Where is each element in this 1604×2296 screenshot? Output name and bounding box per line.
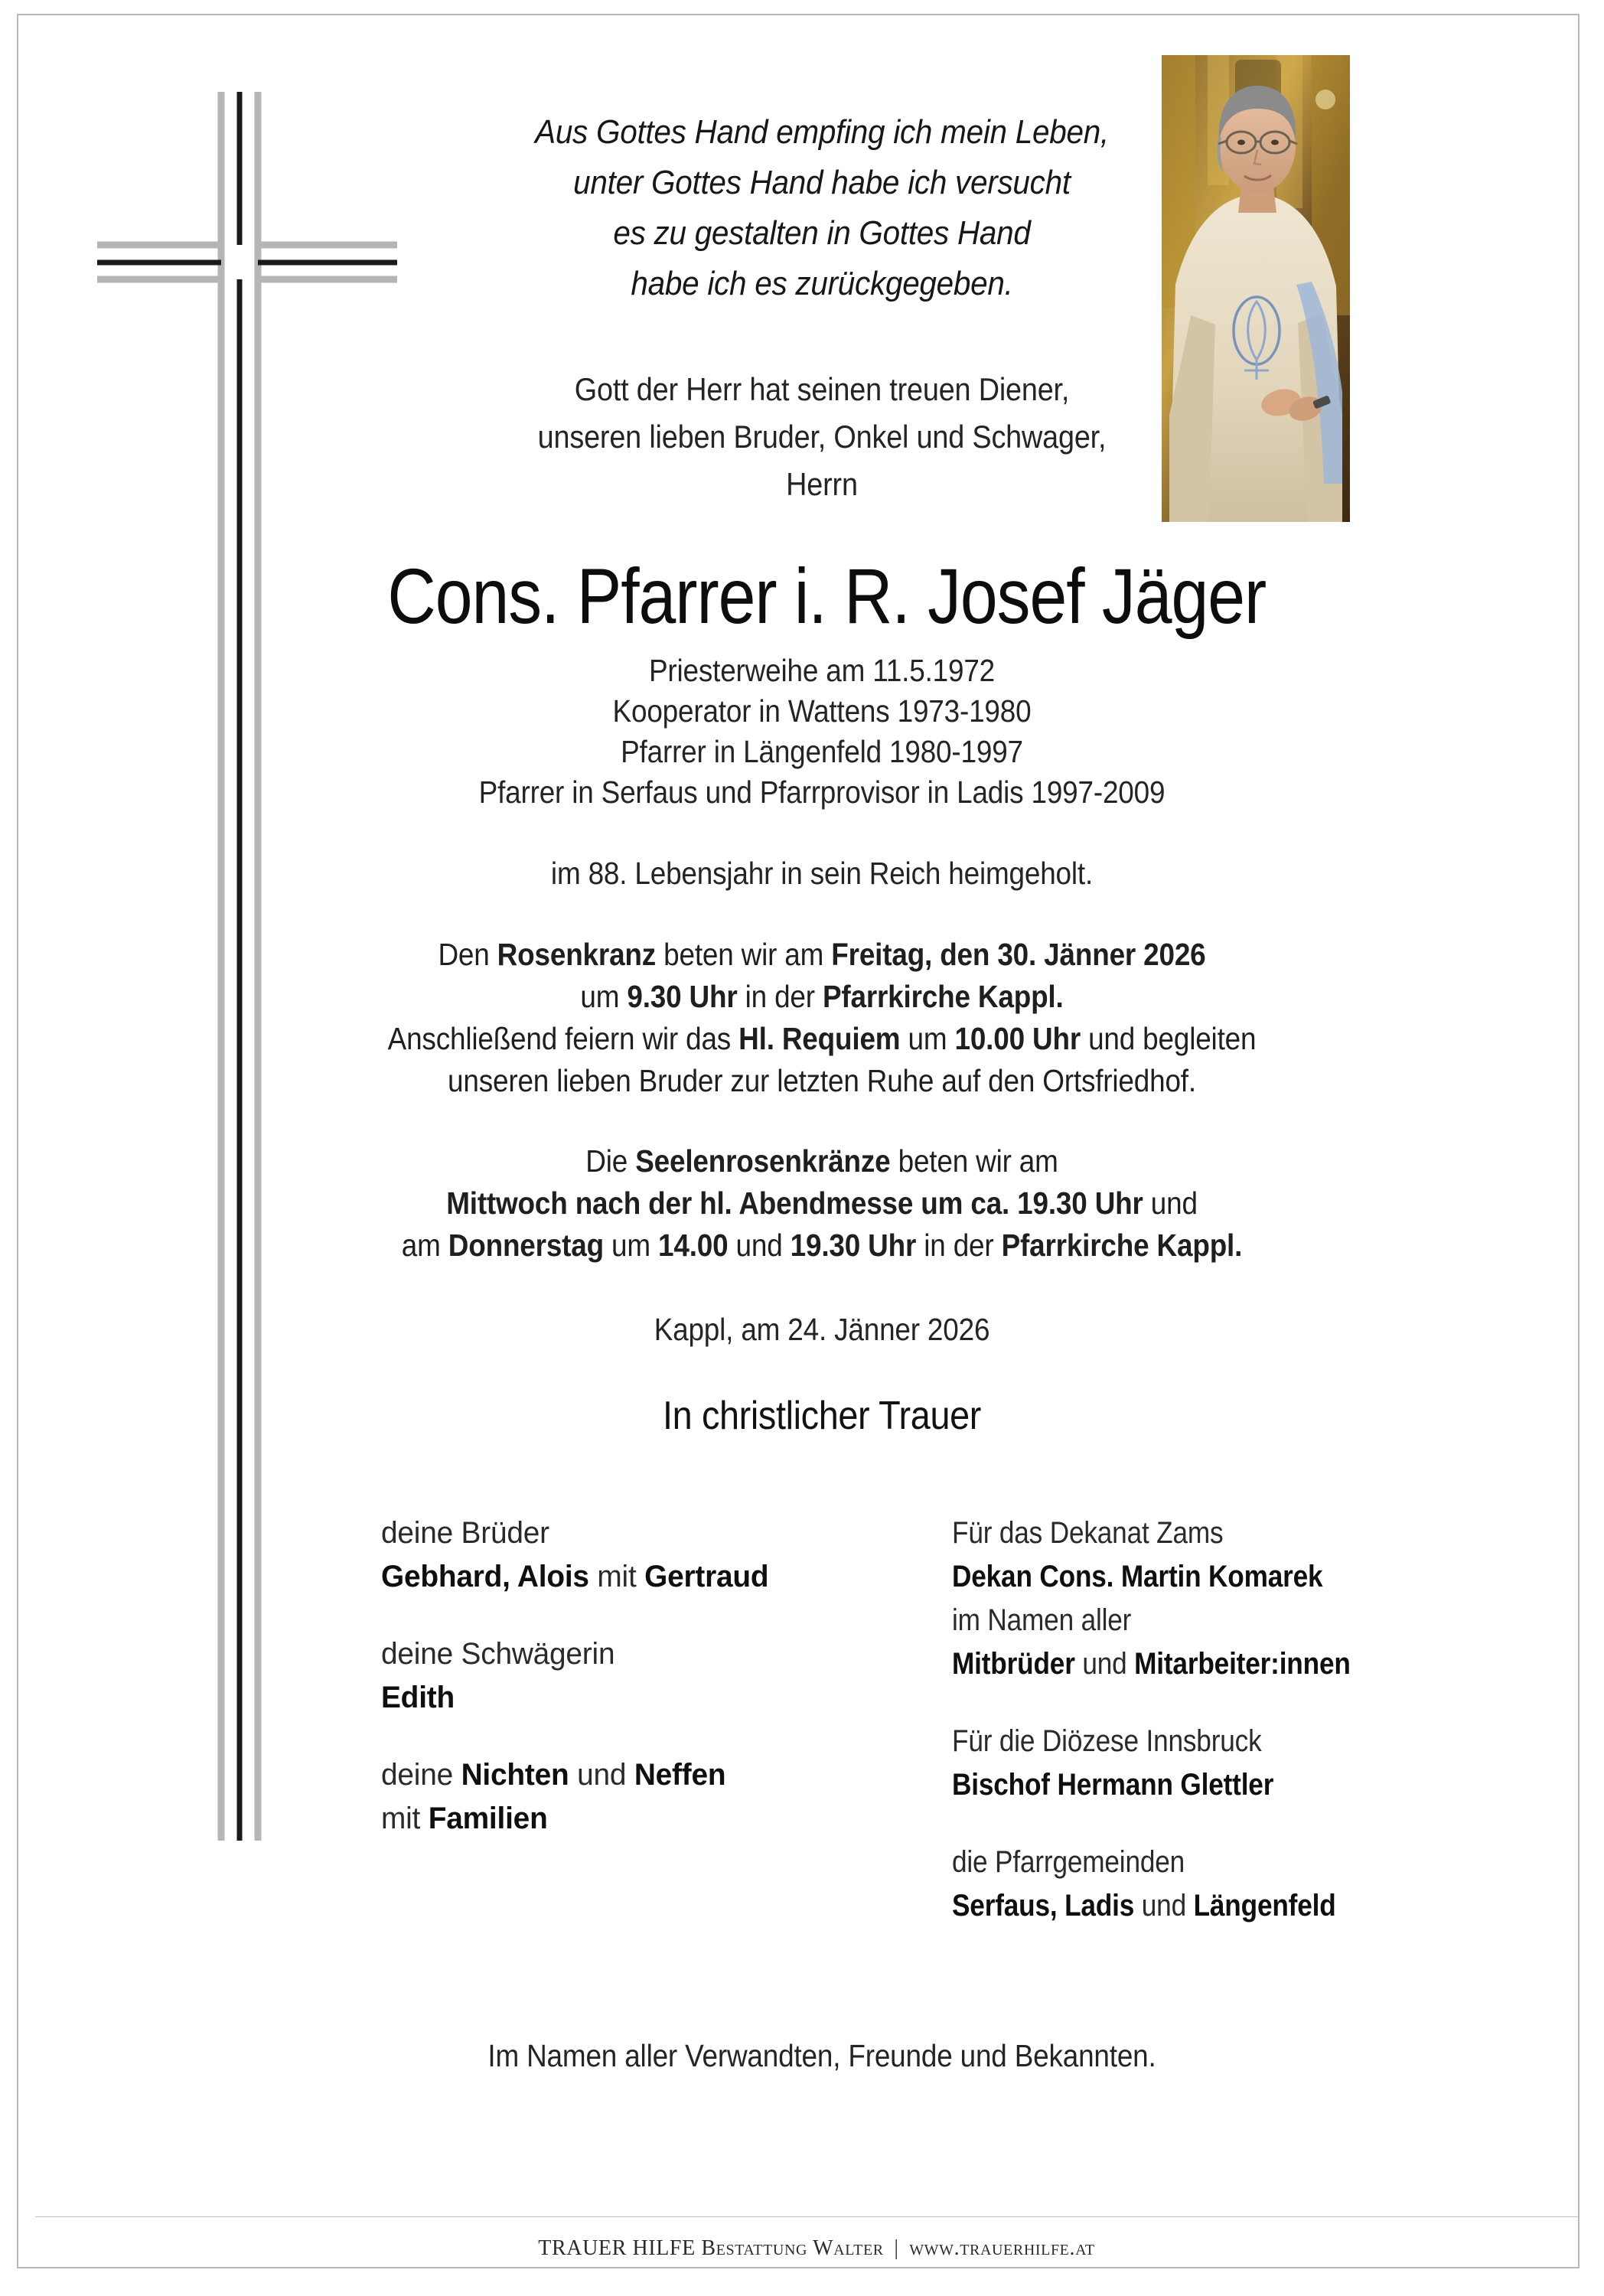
bischof-name: Bischof Hermann Glettler xyxy=(952,1768,1274,1802)
deceased-name: Cons. Pfarrer i. R. Josef Jäger xyxy=(387,553,1267,640)
svc-t2: beten wir am xyxy=(656,937,832,972)
service-details xyxy=(367,934,1276,1102)
group-label: deine Brüder xyxy=(381,1516,549,1550)
rosary-line-thursday xyxy=(367,1225,1276,1267)
mourner-group-sister-in-law xyxy=(381,1632,822,1720)
mourners-family-column xyxy=(317,1512,822,1928)
ros-t7: in der xyxy=(916,1228,1002,1263)
quote-line: habe ich es zurückgegeben. xyxy=(631,265,1013,302)
lbl-nichten: Nichten xyxy=(461,1758,569,1792)
bio-line: Pfarrer in Längenfeld 1980-1997 xyxy=(621,734,1023,769)
intro-line: Gott der Herr hat seinen treuen Diener, xyxy=(574,371,1070,407)
ros-time-1: 14.00 xyxy=(658,1228,729,1263)
mourner-group-parishes xyxy=(952,1841,1411,1928)
footer-brand: TRAUER HILFE xyxy=(538,2236,696,2260)
lbl-und: und xyxy=(569,1758,634,1792)
parish-names-1: Serfaus, Ladis xyxy=(952,1889,1135,1923)
memorial-card xyxy=(17,14,1580,2268)
biography-block xyxy=(367,651,1276,813)
svc-requiem: Hl. Requiem xyxy=(738,1021,901,1056)
memorial-quote xyxy=(357,107,1286,309)
service-line-time xyxy=(367,976,1276,1018)
svc-t5: Anschließend feiern wir das xyxy=(387,1021,739,1056)
group-label: Für die Diözese Innsbruck xyxy=(952,1724,1262,1758)
mourner-group-dekanat xyxy=(952,1512,1411,1686)
ros-t4: am xyxy=(401,1228,448,1263)
footer-divider xyxy=(35,2216,1580,2217)
conj-und-2: und xyxy=(1134,1889,1194,1923)
lbl-familien: Familien xyxy=(428,1802,548,1835)
svc-date: Freitag, den 30. Jänner 2026 xyxy=(831,937,1206,972)
ros-thursday: Donnerstag xyxy=(448,1228,604,1263)
gertraud-name: Gertraud xyxy=(644,1560,769,1593)
quote-line: es zu gestalten in Gottes Hand xyxy=(613,214,1031,252)
mourner-group-nieces-nephews xyxy=(381,1753,822,1841)
footer-credit xyxy=(35,2236,1580,2261)
parish-names-2: Längenfeld xyxy=(1193,1889,1336,1923)
conj-mit: mit xyxy=(588,1560,645,1593)
svc-church: Pfarrkirche Kappl. xyxy=(822,979,1064,1014)
mitbrueder: Mitbrüder xyxy=(952,1647,1075,1681)
closing-line: Im Namen aller Verwandten, Freunde und Bekannten. xyxy=(487,2038,1156,2073)
place-and-date: Kappl, am 24. Jänner 2026 xyxy=(654,1312,990,1347)
mourner-group-brothers xyxy=(381,1512,822,1599)
svc-rosenkranz: Rosenkranz xyxy=(497,937,657,972)
rosary-line-1 xyxy=(367,1140,1276,1182)
service-line-requiem xyxy=(367,1018,1276,1060)
lbl-neffen: Neffen xyxy=(634,1758,726,1792)
lbl-deine: deine xyxy=(381,1758,461,1792)
group-sub2 xyxy=(952,1642,1356,1686)
group-names xyxy=(381,1555,809,1599)
intro-line: Herrn xyxy=(786,466,858,502)
intro-line: unseren lieben Bruder, Onkel und Schwager, xyxy=(537,419,1107,455)
ros-t2: beten wir am xyxy=(890,1143,1058,1179)
intro-text xyxy=(367,366,1276,508)
svc-t7: und begleiten xyxy=(1081,1021,1257,1056)
svc-t3: um xyxy=(580,979,628,1014)
dekan-name: Dekan Cons. Martin Komarek xyxy=(952,1560,1323,1593)
ros-wednesday: Mittwoch nach der hl. Abendmesse um ca. 19.30 Uhr xyxy=(446,1186,1143,1221)
ros-time-2: 19.30 Uhr xyxy=(790,1228,917,1263)
ros-t5: um xyxy=(603,1228,659,1263)
mitarbeiter: Mitarbeiter:innen xyxy=(1134,1647,1351,1681)
ros-t3: und xyxy=(1143,1186,1198,1221)
ros-seelenrosenkraenze: Seelenrosenkränze xyxy=(635,1143,891,1179)
service-line-rosary xyxy=(367,934,1276,976)
group-label xyxy=(381,1753,809,1797)
ros-church: Pfarrkirche Kappl. xyxy=(1001,1228,1243,1263)
group-names xyxy=(381,1676,809,1720)
group-name xyxy=(952,1763,1356,1807)
mourners-church-column xyxy=(822,1512,1411,1928)
group-name xyxy=(952,1555,1356,1599)
ros-t1: Die xyxy=(585,1143,636,1179)
group-label: die Pfarrgemeinden xyxy=(952,1845,1185,1879)
svc-t6: um xyxy=(900,1021,955,1056)
quote-line: Aus Gottes Hand empfing ich mein Leben, xyxy=(535,113,1109,151)
lbl-mit: mit xyxy=(381,1802,429,1835)
edith-name: Edith xyxy=(381,1681,455,1714)
rosary-details xyxy=(367,1140,1276,1267)
mourner-group-diocese xyxy=(952,1720,1411,1807)
svc-t4: in der xyxy=(737,979,823,1014)
footer-separator: | xyxy=(894,2236,899,2260)
group-label: deine Schwägerin xyxy=(381,1637,615,1671)
service-line-burial: unseren lieben Bruder zur letzten Ruhe auf den Ortsfriedhof. xyxy=(448,1063,1196,1098)
group-sub: im Namen aller xyxy=(952,1603,1132,1637)
svc-time: 9.30 Uhr xyxy=(627,979,738,1014)
group-label: Für das Dekanat Zams xyxy=(952,1516,1224,1550)
group-name xyxy=(952,1884,1356,1928)
footer-website[interactable]: www.trauerhilfe.at xyxy=(909,2236,1095,2260)
mourners-section xyxy=(317,1512,1411,1928)
bio-line: Pfarrer in Serfaus und Pfarrprovisor in Ladis 1997-2009 xyxy=(478,775,1166,810)
rosary-line-wednesday xyxy=(367,1182,1276,1225)
brother-names: Gebhard, Alois xyxy=(381,1560,589,1593)
footer-company: Bestattung Walter xyxy=(701,2236,884,2260)
group-names xyxy=(381,1797,809,1841)
age-note: im 88. Lebensjahr in sein Reich heimgeholt. xyxy=(550,856,1094,891)
bio-line: Priesterweihe am 11.5.1972 xyxy=(648,653,996,688)
bio-line: Kooperator in Wattens 1973-1980 xyxy=(612,693,1032,729)
quote-line: unter Gottes Hand habe ich versucht xyxy=(573,164,1071,201)
content-column xyxy=(317,107,1327,1440)
ros-t6: und xyxy=(728,1228,791,1263)
svc-t1: Den xyxy=(438,937,497,972)
conj-und: und xyxy=(1074,1647,1135,1681)
svc-requiem-time: 10.00 Uhr xyxy=(954,1021,1081,1056)
mourning-heading: In christlicher Trauer xyxy=(662,1394,982,1438)
